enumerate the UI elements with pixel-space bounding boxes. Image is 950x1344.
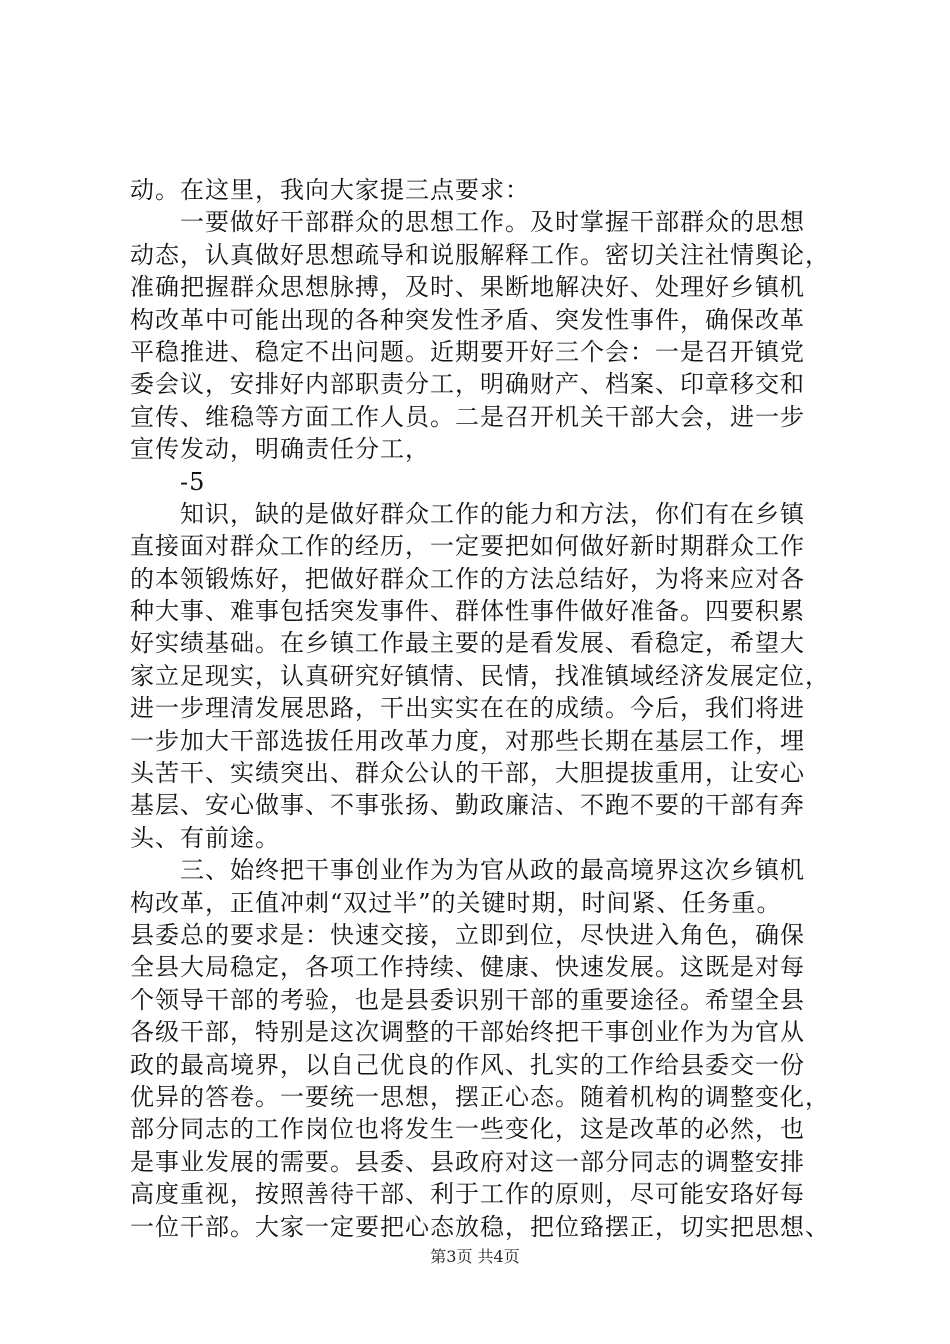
text-line: 是事业发展的需要。县委、县政府对这一部分同志的调整安排	[130, 1147, 805, 1176]
text-line: 一要做好干部群众的思想工作。及时掌握干部群众的思想	[130, 208, 805, 237]
text-line: -5	[130, 467, 206, 496]
text-line: 基层、安心做事、不事张扬、勤政廉洁、不跑不要的干部有奔	[130, 791, 805, 820]
text-line: 各级干部，特别是这次调整的干部始终把干事创业作为为官从	[130, 1018, 805, 1047]
text-line: 宣传、维稳等方面工作人员。二是召开机关干部大会，进一步	[130, 402, 805, 431]
page-footer: 第3页 共4页	[430, 1247, 520, 1266]
text-line: 政的最高境界，以自己优良的作风、扎实的工作给县委交一份	[130, 1050, 805, 1079]
text-line: 高度重视，按照善待干部、利于工作的原则，尽可能安珞好每	[130, 1180, 805, 1209]
text-line: 头苦干、实绩突出、群众公认的干部，大胆提拔重用，让安心	[130, 759, 805, 788]
text-line: 种大事、难事包括突发事件、群体性事件做好准备。四要积累	[130, 597, 805, 626]
text-line: 委会议，安排好内部职责分工，明确财产、档案、印章移交和	[130, 370, 805, 399]
text-line: 的本领锻炼好，把做好群众工作的方法总结好，为将来应对各	[130, 564, 805, 593]
text-line: 平稳推进、稳定不出问题。近期要开好三个会：一是召开镇党	[130, 337, 805, 366]
text-line: 准确把握群众思想脉搏，及时、果断地解决好、处理好乡镇机	[130, 273, 805, 302]
text-line: 直接面对群众工作的经历，一定要把如何做好新时期群众工作	[130, 532, 805, 561]
text-line: 一位干部。大家一定要把心态放稳，把位臵摆正，切实把思想、	[130, 1212, 830, 1241]
text-line: 动。在这里，我向大家提三点要求：	[130, 176, 530, 204]
text-line: 个领导干部的考验，也是县委识别干部的重要途径。希望全县	[130, 985, 805, 1014]
text-line: 好实绩基础。在乡镇工作最主要的是看发展、看稳定，希望大	[130, 629, 805, 658]
text-line: 县委总的要求是：快速交接，立即到位，尽快进入角色，确保	[130, 920, 805, 949]
text-line: 家立足现实，认真研究好镇情、民情，找准镇域经济发展定位，	[130, 661, 830, 690]
text-line: 进一步理清发展思路，干出实实在在的成绩。今后，我们将进	[130, 694, 805, 723]
text-line: 知识，缺的是做好群众工作的能力和方法，你们有在乡镇	[130, 499, 805, 528]
text-line: 优异的答卷。一要统一思想，摆正心态。随着机构的调整变化，	[130, 1082, 830, 1111]
text-line: 全县大局稳定，各项工作持续、健康、快速发展。这既是对每	[130, 953, 805, 982]
text-line: 三、始终把干事创业作为为官从政的最高境界这次乡镇机	[130, 856, 805, 885]
text-line: 头、有前途。	[130, 823, 280, 852]
text-line: 构改革，正值冲刺“双过半”的关键时期，时间紧、任务重。	[130, 888, 782, 917]
text-line: 动态，认真做好思想疏导和说服解释工作。密切关注社情舆论，	[130, 240, 830, 269]
text-line: 部分同志的工作岗位也将发生一些变化，这是改革的必然，也	[130, 1115, 805, 1144]
text-line: 一步加大干部选拔任用改革力度，对那些长期在基层工作，埋	[130, 726, 805, 755]
text-line: 构改革中可能出现的各种突发性矛盾、突发性事件，确保改革	[130, 305, 805, 334]
body-text	[130, 174, 850, 1243]
text-line: 宣传发动，明确责任分工，	[130, 435, 430, 464]
